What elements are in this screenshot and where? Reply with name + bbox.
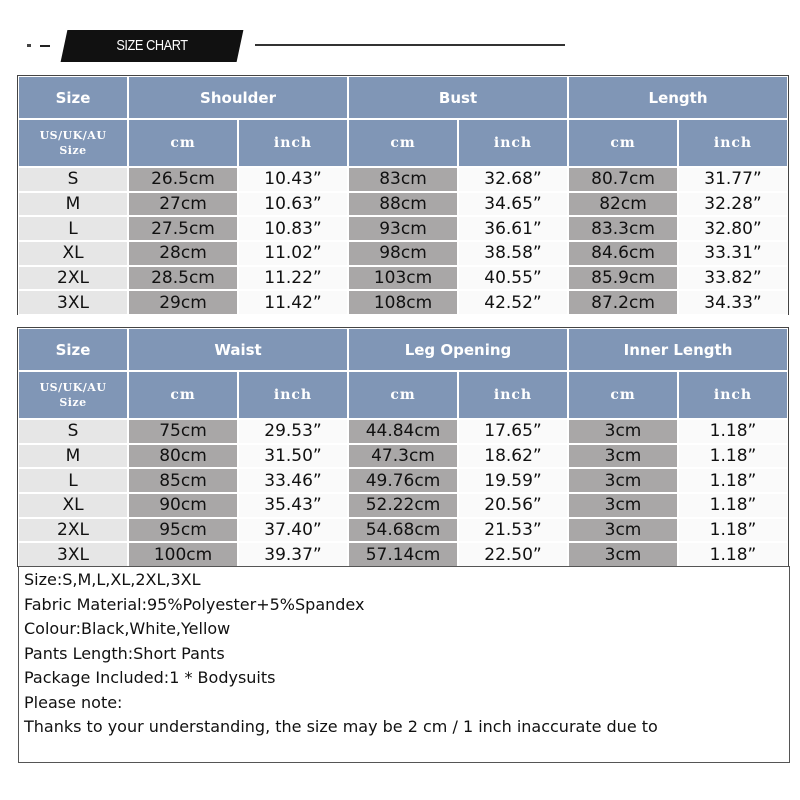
- cm-value-cell: 3cm: [568, 542, 678, 567]
- inner-length-header: Inner Length: [568, 328, 788, 371]
- inch-value-cell: 20.56”: [458, 493, 568, 518]
- table2-body: [18, 419, 788, 567]
- inch-value-cell: 1.18”: [678, 419, 788, 444]
- inch-value-cell: 39.37”: [238, 542, 348, 567]
- inch-value-cell: 11.42”: [238, 290, 348, 315]
- info-note-text: Thanks to your understanding, the size may be 2 cm / 1 inch inaccurate due to: [24, 717, 658, 736]
- size-cell: XL: [18, 493, 128, 518]
- page-title: SIZE CHART: [116, 37, 188, 54]
- inch-value-cell: 18.62”: [458, 444, 568, 469]
- table-row: [18, 419, 788, 444]
- inch-value-cell: 32.28”: [678, 192, 788, 217]
- unit-cm: cm: [568, 371, 678, 419]
- unit-inch: inch: [458, 371, 568, 419]
- inch-value-cell: 32.80”: [678, 216, 788, 241]
- size-region-label: [18, 371, 128, 419]
- unit-cm: cm: [348, 371, 458, 419]
- inch-value-cell: 1.18”: [678, 468, 788, 493]
- size-cell: 3XL: [18, 542, 128, 567]
- table-row: [18, 216, 788, 241]
- inch-value-cell: 22.50”: [458, 542, 568, 567]
- size-header: Size: [18, 76, 128, 119]
- cm-value-cell: 98cm: [348, 241, 458, 266]
- table-row: [18, 468, 788, 493]
- size-cell: XL: [18, 241, 128, 266]
- table-row: [18, 493, 788, 518]
- cm-value-cell: 28.5cm: [128, 266, 238, 291]
- cm-value-cell: 28cm: [128, 241, 238, 266]
- cm-value-cell: 84.6cm: [568, 241, 678, 266]
- cm-value-cell: 75cm: [128, 419, 238, 444]
- cm-value-cell: 95cm: [128, 518, 238, 543]
- table-row: [18, 542, 788, 567]
- unit-cm: cm: [128, 371, 238, 419]
- title-divider-line: [255, 44, 565, 46]
- length-header: Length: [568, 76, 788, 119]
- unit-cm: cm: [348, 119, 458, 167]
- cm-value-cell: 85cm: [128, 468, 238, 493]
- size-region-label: [18, 119, 128, 167]
- bust-header: Bust: [348, 76, 568, 119]
- inch-value-cell: 40.55”: [458, 266, 568, 291]
- size-region-line1: US/UK/AU: [39, 129, 107, 142]
- inch-value-cell: 10.83”: [238, 216, 348, 241]
- info-package: Package Included:1 * Bodysuits: [24, 668, 276, 687]
- inch-value-cell: 42.52”: [458, 290, 568, 315]
- size-region-line2: Size: [59, 144, 87, 157]
- unit-inch: inch: [238, 119, 348, 167]
- size-cell: 2XL: [18, 266, 128, 291]
- cm-value-cell: 82cm: [568, 192, 678, 217]
- inch-value-cell: 1.18”: [678, 444, 788, 469]
- shoulder-header: Shoulder: [128, 76, 348, 119]
- unit-inch: inch: [678, 119, 788, 167]
- unit-inch: inch: [678, 371, 788, 419]
- size-table-bottom: [18, 328, 788, 567]
- inch-value-cell: 33.46”: [238, 468, 348, 493]
- info-sizes: Size:S,M,L,XL,2XL,3XL: [24, 570, 201, 589]
- size-region-line1: US/UK/AU: [39, 381, 107, 394]
- inch-value-cell: 17.65”: [458, 419, 568, 444]
- cm-value-cell: 83cm: [348, 167, 458, 192]
- cm-value-cell: 57.14cm: [348, 542, 458, 567]
- inch-value-cell: 34.65”: [458, 192, 568, 217]
- unit-inch: inch: [238, 371, 348, 419]
- cm-value-cell: 52.22cm: [348, 493, 458, 518]
- inch-value-cell: 1.18”: [678, 493, 788, 518]
- size-cell: L: [18, 216, 128, 241]
- inch-value-cell: 29.53”: [238, 419, 348, 444]
- cm-value-cell: 85.9cm: [568, 266, 678, 291]
- cm-value-cell: 27.5cm: [128, 216, 238, 241]
- size-cell: M: [18, 444, 128, 469]
- cm-value-cell: 90cm: [128, 493, 238, 518]
- size-region-line2: Size: [59, 396, 87, 409]
- cm-value-cell: 103cm: [348, 266, 458, 291]
- inch-value-cell: 37.40”: [238, 518, 348, 543]
- table-row: [18, 167, 788, 192]
- inch-value-cell: 1.18”: [678, 542, 788, 567]
- product-info-box: [18, 566, 790, 763]
- size-cell: M: [18, 192, 128, 217]
- size-cell: L: [18, 468, 128, 493]
- cm-value-cell: 80.7cm: [568, 167, 678, 192]
- info-colour: Colour:Black,White,Yellow: [24, 619, 231, 638]
- cm-value-cell: 83.3cm: [568, 216, 678, 241]
- banner-dot: [27, 44, 31, 47]
- inch-value-cell: 36.61”: [458, 216, 568, 241]
- banner-left-dash: [40, 45, 50, 47]
- leg-opening-header: Leg Opening: [348, 328, 568, 371]
- size-cell: S: [18, 167, 128, 192]
- cm-value-cell: 49.76cm: [348, 468, 458, 493]
- inch-value-cell: 10.43”: [238, 167, 348, 192]
- cm-value-cell: 100cm: [128, 542, 238, 567]
- table-row: [18, 518, 788, 543]
- table-row: [18, 290, 788, 315]
- cm-value-cell: 80cm: [128, 444, 238, 469]
- inch-value-cell: 10.63”: [238, 192, 348, 217]
- cm-value-cell: 87.2cm: [568, 290, 678, 315]
- table1-body: [18, 167, 788, 315]
- cm-value-cell: 27cm: [128, 192, 238, 217]
- inch-value-cell: 35.43”: [238, 493, 348, 518]
- table-row: [18, 266, 788, 291]
- unit-cm: cm: [128, 119, 238, 167]
- inch-value-cell: 11.22”: [238, 266, 348, 291]
- cm-value-cell: 88cm: [348, 192, 458, 217]
- table-row: [18, 241, 788, 266]
- table-row: [18, 444, 788, 469]
- info-pants-length: Pants Length:Short Pants: [24, 644, 225, 663]
- inch-value-cell: 31.50”: [238, 444, 348, 469]
- cm-value-cell: 3cm: [568, 493, 678, 518]
- inch-value-cell: 11.02”: [238, 241, 348, 266]
- unit-inch: inch: [458, 119, 568, 167]
- cm-value-cell: 3cm: [568, 518, 678, 543]
- inch-value-cell: 1.18”: [678, 518, 788, 543]
- cm-value-cell: 3cm: [568, 419, 678, 444]
- cm-value-cell: 108cm: [348, 290, 458, 315]
- inch-value-cell: 32.68”: [458, 167, 568, 192]
- size-cell: S: [18, 419, 128, 444]
- inch-value-cell: 21.53”: [458, 518, 568, 543]
- cm-value-cell: 3cm: [568, 468, 678, 493]
- table-row: [18, 192, 788, 217]
- inch-value-cell: 33.82”: [678, 266, 788, 291]
- inch-value-cell: 38.58”: [458, 241, 568, 266]
- size-table-top: [18, 76, 788, 315]
- waist-header: Waist: [128, 328, 348, 371]
- unit-cm: cm: [568, 119, 678, 167]
- size-cell: 3XL: [18, 290, 128, 315]
- cm-value-cell: 54.68cm: [348, 518, 458, 543]
- size-header: Size: [18, 328, 128, 371]
- cm-value-cell: 44.84cm: [348, 419, 458, 444]
- cm-value-cell: 29cm: [128, 290, 238, 315]
- inch-value-cell: 34.33”: [678, 290, 788, 315]
- cm-value-cell: 47.3cm: [348, 444, 458, 469]
- cm-value-cell: 26.5cm: [128, 167, 238, 192]
- info-note-title: Please note:: [24, 693, 123, 712]
- inch-value-cell: 19.59”: [458, 468, 568, 493]
- inch-value-cell: 33.31”: [678, 241, 788, 266]
- inch-value-cell: 31.77”: [678, 167, 788, 192]
- cm-value-cell: 93cm: [348, 216, 458, 241]
- size-cell: 2XL: [18, 518, 128, 543]
- cm-value-cell: 3cm: [568, 444, 678, 469]
- info-fabric: Fabric Material:95%Polyester+5%Spandex: [24, 595, 365, 614]
